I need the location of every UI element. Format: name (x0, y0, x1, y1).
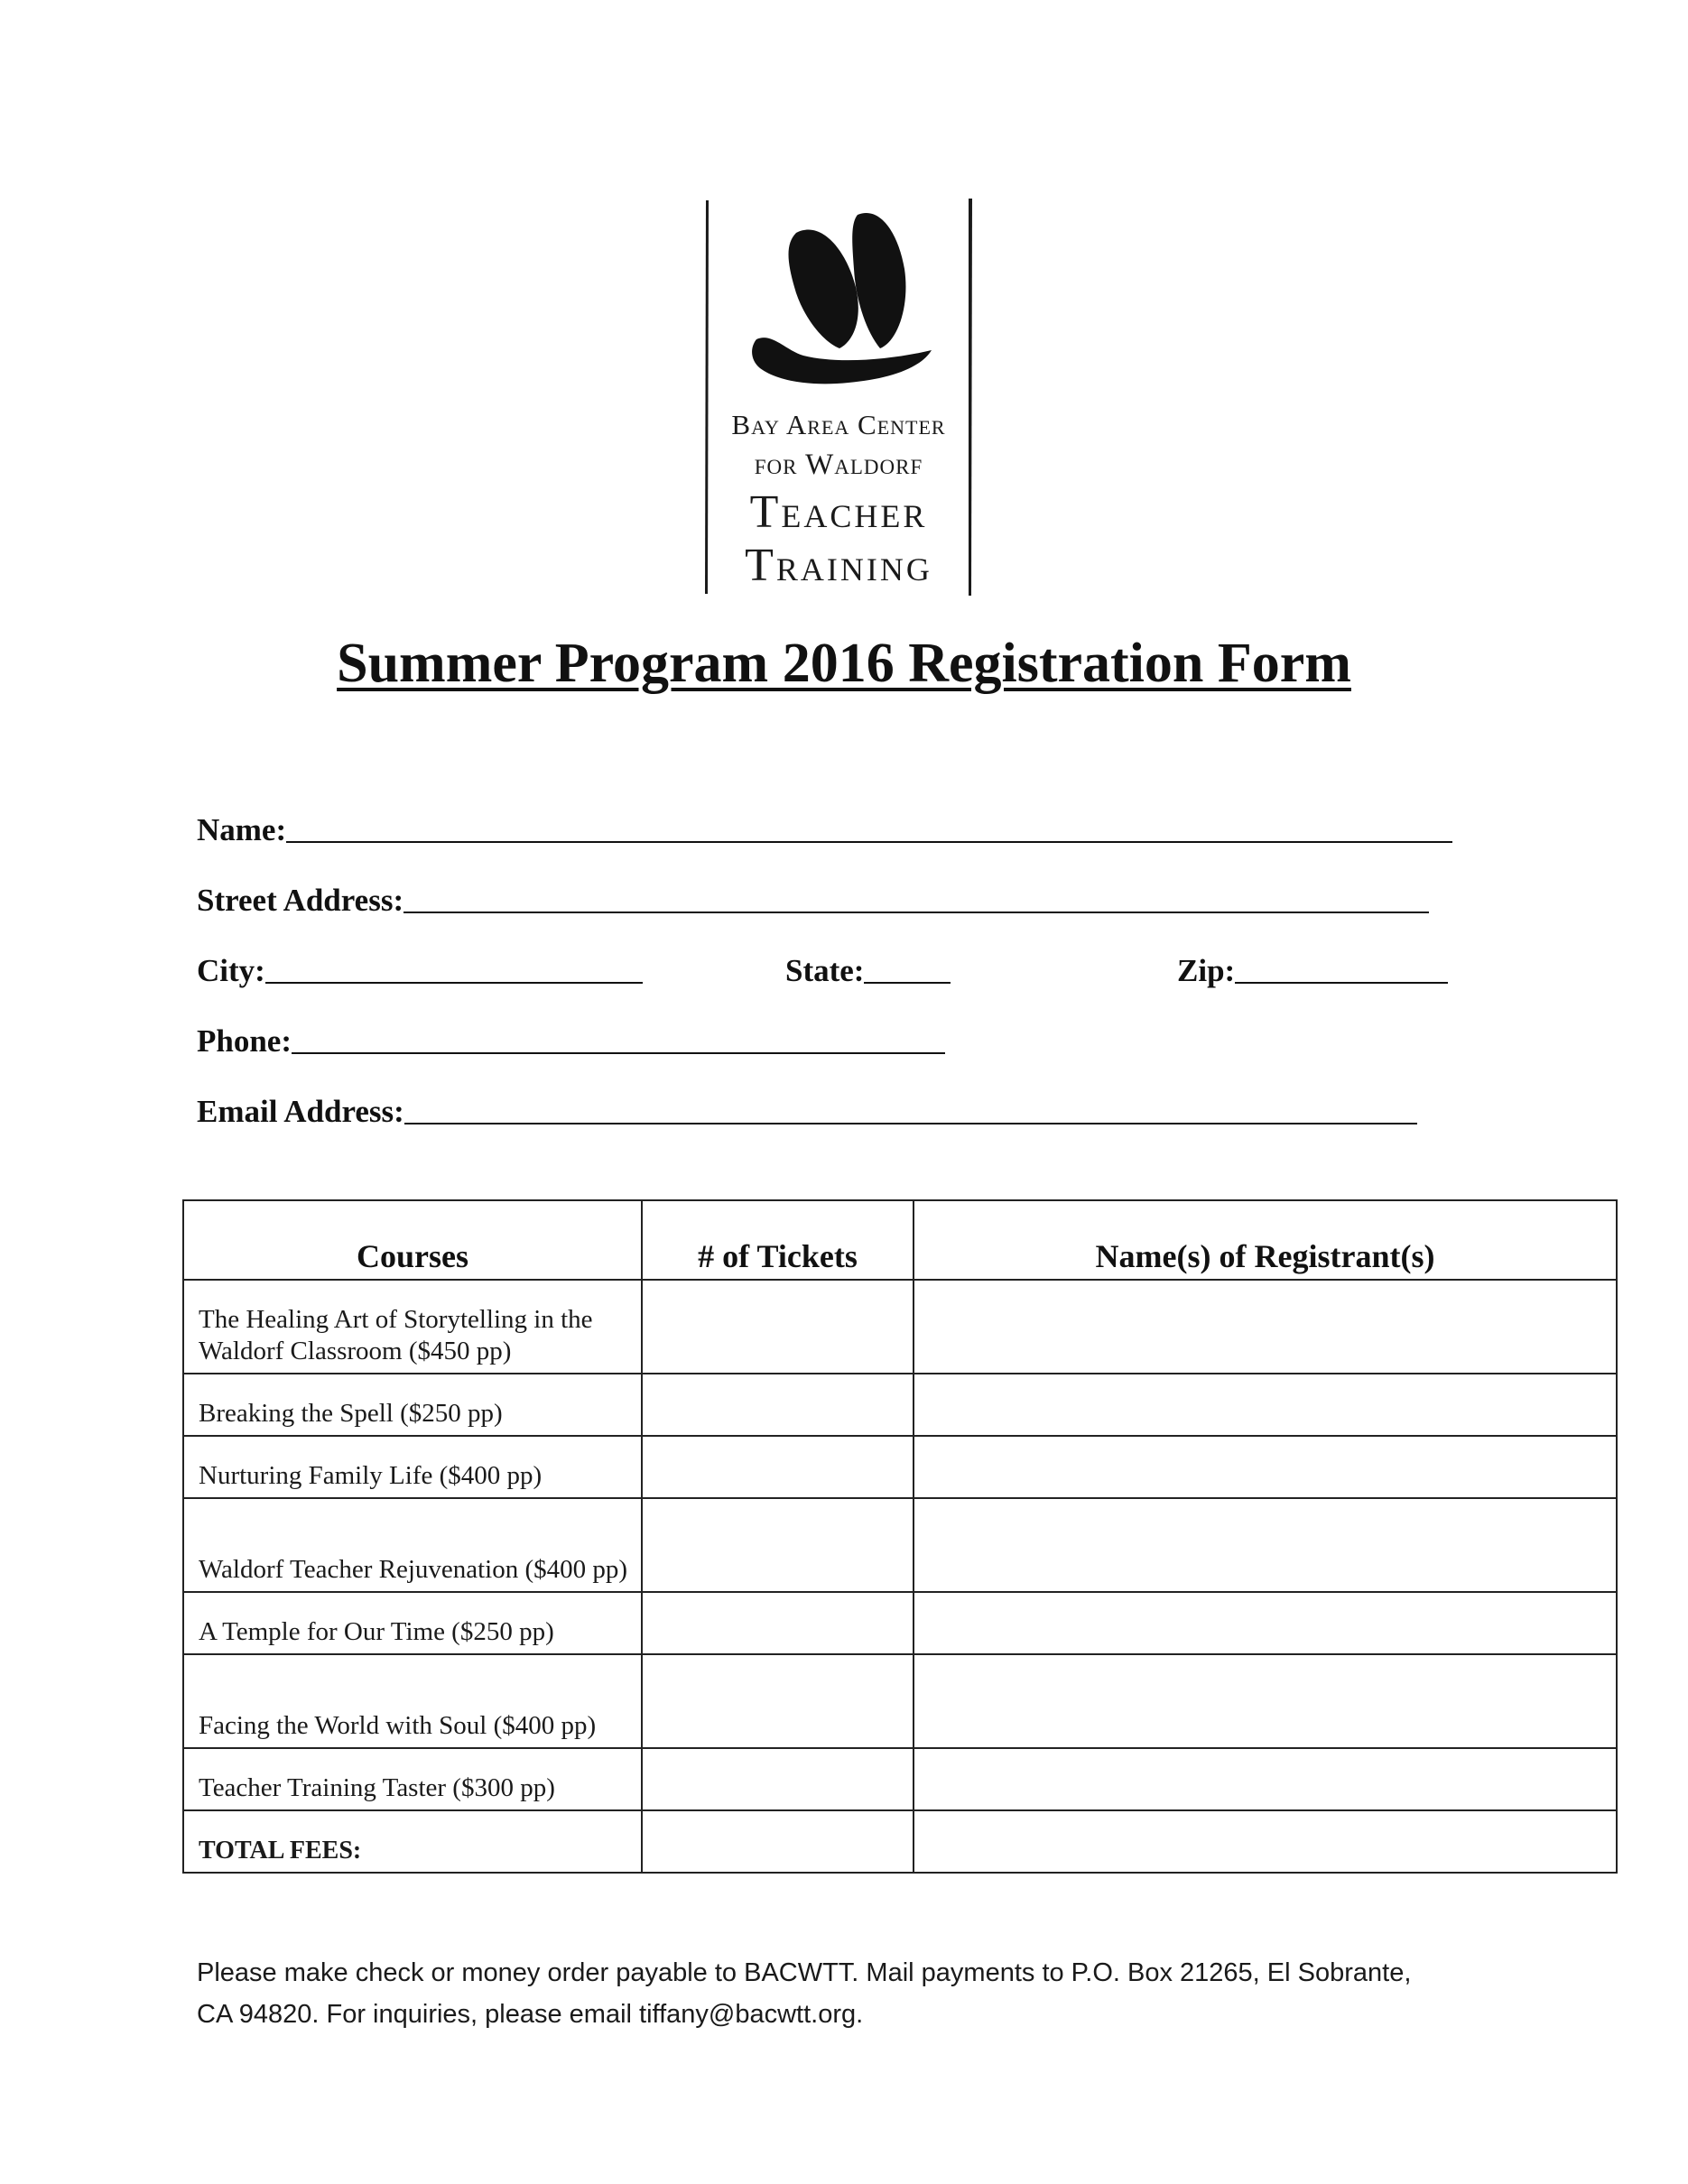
table-row (183, 1748, 1617, 1810)
email-label: Email Address: (197, 1094, 404, 1129)
tickets-cell[interactable] (642, 1592, 914, 1654)
logo-line-2: for Waldorf (754, 449, 923, 481)
courses-table (182, 1199, 1618, 1874)
course-name: Waldorf Teacher Rejuvenation ($400 pp) (183, 1498, 642, 1592)
zip-field[interactable] (1177, 944, 1448, 989)
course-name: Breaking the Spell ($250 pp) (183, 1374, 642, 1436)
registrants-cell[interactable] (914, 1498, 1617, 1592)
registrants-cell[interactable] (914, 1374, 1617, 1436)
course-name: The Healing Art of Storytelling in the Waldorf Classroom ($450 pp) (183, 1280, 642, 1374)
registrants-cell[interactable] (914, 1748, 1617, 1810)
logo-line-3: Teacher (749, 486, 928, 538)
header-tickets: # of Tickets (642, 1200, 914, 1280)
total-tickets-cell[interactable] (642, 1810, 914, 1873)
tickets-cell[interactable] (642, 1654, 914, 1748)
logo-line-1: Bay Area Center (731, 409, 946, 440)
phone-field[interactable] (197, 1014, 945, 1060)
logo (695, 197, 982, 598)
table-header-row (183, 1200, 1617, 1280)
page-title: Summer Program 2016 Registration Form (337, 633, 1351, 694)
table-row (183, 1436, 1617, 1498)
street-input-line[interactable] (403, 881, 1429, 913)
name-label: Name: (197, 812, 287, 847)
registrants-cell[interactable] (914, 1436, 1617, 1498)
name-field[interactable] (197, 803, 1452, 848)
tickets-cell[interactable] (642, 1748, 914, 1810)
state-field[interactable] (785, 944, 951, 989)
email-input-line[interactable] (404, 1092, 1417, 1124)
city-label: City: (197, 953, 265, 988)
phone-input-line[interactable] (292, 1022, 945, 1054)
city-field[interactable] (197, 944, 643, 989)
state-label: State: (785, 953, 865, 988)
course-name: A Temple for Our Time ($250 pp) (183, 1592, 642, 1654)
phone-label: Phone: (197, 1023, 292, 1059)
state-input-line[interactable] (864, 951, 951, 984)
city-input-line[interactable] (265, 951, 643, 984)
table-row (183, 1654, 1617, 1748)
total-registrants-cell[interactable] (914, 1810, 1617, 1873)
footer-line-2: CA 94820. For inquiries, please email tiffany@bacwtt.org. (197, 2000, 864, 2029)
course-name: Nurturing Family Life ($400 pp) (183, 1436, 642, 1498)
course-name: Teacher Training Taster ($300 pp) (183, 1748, 642, 1810)
table-row (183, 1498, 1617, 1592)
logo-line-4: Training (745, 540, 932, 591)
table-row (183, 1592, 1617, 1654)
tickets-cell[interactable] (642, 1436, 914, 1498)
tickets-cell[interactable] (642, 1280, 914, 1374)
registrants-cell[interactable] (914, 1592, 1617, 1654)
tickets-cell[interactable] (642, 1374, 914, 1436)
registrants-cell[interactable] (914, 1280, 1617, 1374)
street-field[interactable] (197, 874, 1429, 919)
email-field[interactable] (197, 1085, 1417, 1130)
course-name: Facing the World with Soul ($400 pp) (183, 1654, 642, 1748)
registrants-cell[interactable] (914, 1654, 1617, 1748)
footer-note (197, 1952, 1479, 2035)
street-label: Street Address: (197, 883, 404, 918)
header-registrants: Name(s) of Registrant(s) (914, 1200, 1617, 1280)
total-row (183, 1810, 1617, 1873)
zip-label: Zip: (1177, 953, 1236, 988)
footer-line-1: Please make check or money order payable to BACWTT. Mail payments to P.O. Box 21265, El Sobrante, (197, 1958, 1412, 1987)
zip-input-line[interactable] (1235, 951, 1448, 984)
table-row (183, 1280, 1617, 1374)
header-courses: Courses (183, 1200, 642, 1280)
tickets-cell[interactable] (642, 1498, 914, 1592)
total-fees-label: TOTAL FEES: (183, 1810, 642, 1873)
name-input-line[interactable] (286, 810, 1452, 843)
table-row (183, 1374, 1617, 1436)
